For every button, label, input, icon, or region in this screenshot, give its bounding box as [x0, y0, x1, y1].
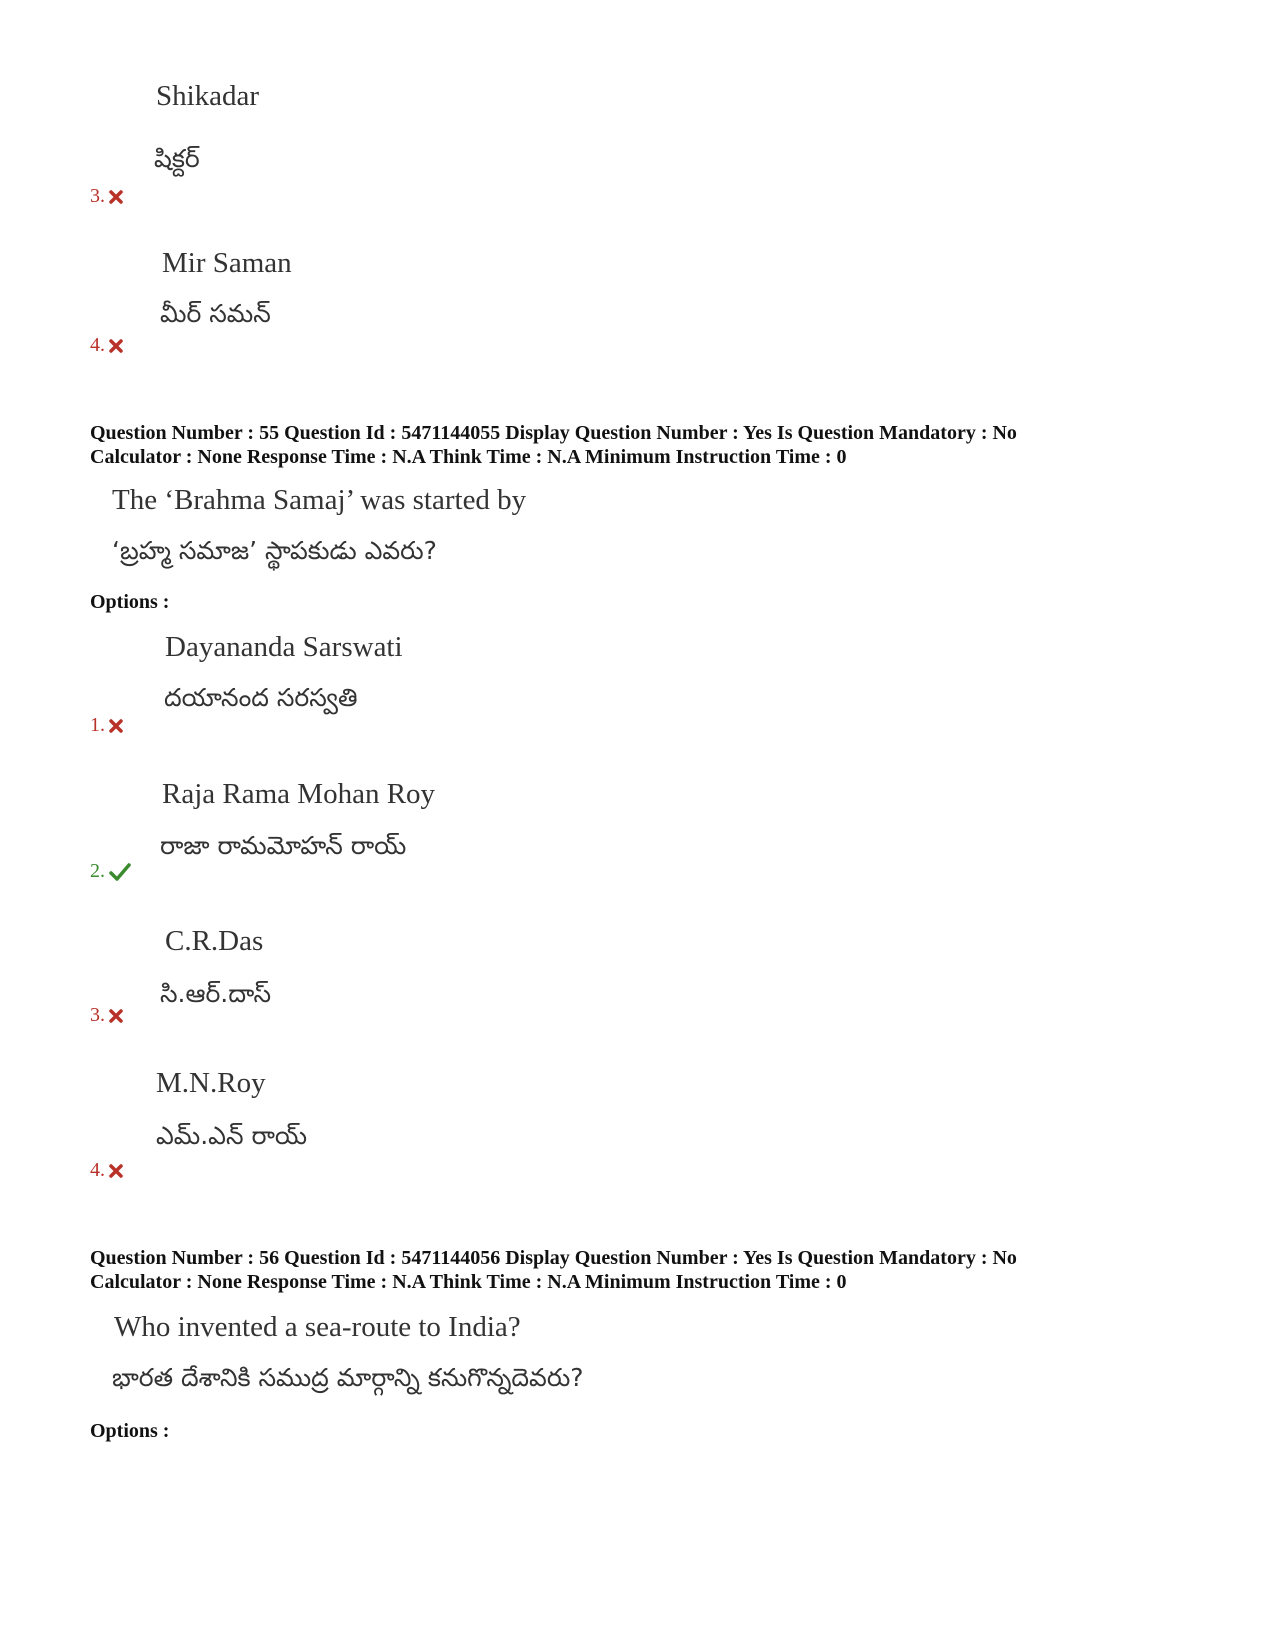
option-3-marker [90, 185, 123, 208]
question-56-options-label: Options : [90, 1420, 170, 1442]
option-number: 3. [90, 185, 105, 207]
q55-option-1-telugu: దయానంద సరస్వతి [164, 683, 358, 712]
question-55-options-label: Options : [90, 591, 170, 613]
cross-icon [109, 339, 123, 353]
cross-icon [109, 190, 123, 204]
option-4-english: Mir Saman [162, 247, 292, 279]
q55-option-1-marker [90, 714, 123, 737]
q55-option-4-english: M.N.Roy [156, 1067, 266, 1099]
cross-icon [109, 1009, 123, 1023]
question-56-telugu: భారత దేశానికి సముద్ర మార్గాన్ని కనుగొన్నదెవరు? [112, 1363, 584, 1392]
q55-option-2-marker [90, 860, 131, 883]
question-55-telugu: ‘బ్రహ్మ సమాజ’ స్థాపకుడు ఎవరు? [112, 536, 437, 565]
q55-option-1-english: Dayananda Sarswati [165, 631, 403, 663]
option-number: 4. [90, 334, 105, 356]
q55-option-2-english: Raja Rama Mohan Roy [162, 778, 436, 810]
q55-option-4-telugu: ఎమ్.ఎన్ రాయ్ [156, 1121, 308, 1150]
question-55-english: The ‘Brahma Samaj’ was started by [112, 484, 527, 516]
q55-option-2-telugu: రాజా రామమోహన్ రాయ్ [160, 831, 407, 860]
option-3-english: Shikadar [156, 80, 260, 112]
option-3-telugu: షిక్దర్ [154, 144, 200, 173]
q55-option-3-english: C.R.Das [165, 925, 264, 957]
q55-option-3-marker [90, 1004, 123, 1027]
question-56-english: Who invented a sea-route to India? [114, 1311, 521, 1343]
question-56-meta-line1: Question Number : 56 Question Id : 5471144056 Display Question Number : Yes Is Question Mandatory : No [90, 1247, 1017, 1269]
cross-icon [109, 719, 123, 733]
option-number: 1. [90, 714, 105, 736]
q55-option-3-telugu: సి.ఆర్.దాస్ [160, 979, 271, 1008]
option-4-marker [90, 334, 123, 357]
checkmark-icon [109, 863, 131, 881]
q55-option-4-marker [90, 1159, 123, 1182]
option-number: 3. [90, 1004, 105, 1026]
question-55-meta-line1: Question Number : 55 Question Id : 5471144055 Display Question Number : Yes Is Question Mandatory : No [90, 422, 1017, 444]
question-56-meta-line2: Calculator : None Response Time : N.A Think Time : N.A Minimum Instruction Time : 0 [90, 1271, 847, 1293]
option-number: 4. [90, 1159, 105, 1181]
question-55-meta-line2: Calculator : None Response Time : N.A Think Time : N.A Minimum Instruction Time : 0 [90, 446, 847, 468]
option-number: 2. [90, 860, 105, 882]
cross-icon [109, 1164, 123, 1178]
option-4-telugu: మీర్ సమన్ [160, 299, 271, 328]
